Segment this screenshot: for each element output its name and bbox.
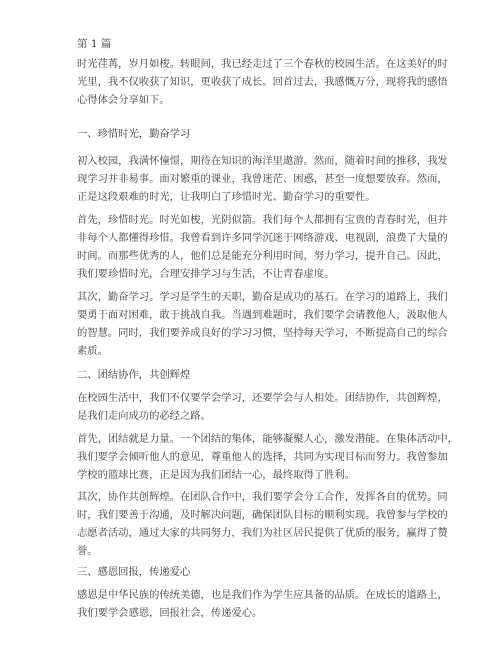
text-line: 学校的篮球比赛，正是因为我们团结一心，最终取得了胜利。	[77, 469, 356, 481]
intro-paragraph	[77, 55, 448, 109]
text-line: 正是这段艰难的时光，让我明白了珍惜时光、勤奋学习的重要性。	[77, 191, 376, 203]
text-line: 非每个人都懂得珍惜。我曾看到许多同学沉迷于网络游戏、电视剧，浪费了大量的	[77, 232, 448, 244]
text-line: 时间。而那些优秀的人，他们总是能充分利用时间，努力学习，提升自己。因此，	[77, 250, 448, 262]
section-heading-3: 三、感恩回报，传递爱心	[77, 566, 191, 578]
section-heading-1: 一、珍惜时光，勤奋学习	[77, 128, 191, 140]
text-line: 心得体会分享如下。	[77, 94, 170, 106]
text-line: 我们要学会感恩，回报社会，传递爱心。	[77, 607, 263, 619]
text-line: 是我们走向成功的必经之路。	[77, 410, 211, 422]
section1-paragraph-1	[77, 152, 448, 206]
text-line: 志愿者活动，通过大家的共同努力，我们为社区居民提供了优质的服务，赢得了赞	[77, 527, 448, 539]
text-line: 初入校园，我满怀憧憬，期待在知识的海洋里遨游。然而，随着时间的推移，我发	[77, 155, 448, 167]
text-line: 首先，团结就是力量。一个团结的集体，能够凝聚人心，激发潜能。在集体活动中，	[77, 433, 458, 445]
text-line: 我们要珍惜时光，合理安排学习与生活，不让青春虚度。	[77, 268, 335, 280]
text-line: 素质。	[77, 345, 108, 357]
section2-paragraph-3	[77, 488, 448, 560]
section2-paragraph-2	[77, 430, 458, 484]
text-line: 时光荏苒，岁月如梭。转眼间，我已经走过了三个春秋的校园生活。在这美好的时	[77, 58, 448, 70]
text-line: 其次，协作共创辉煌。在团队合作中，我们要学会分工合作，发挥各自的优势。同	[77, 491, 448, 503]
text-line: 其次，勤奋学习。学习是学生的天职，勤奋是成功的基石。在学习的道路上，我们	[77, 291, 448, 303]
page-label: 第 1 篇	[77, 38, 112, 50]
section1-paragraph-2	[77, 211, 448, 283]
section2-paragraph-1	[77, 389, 448, 425]
text-line: 现学习并非易事。面对繁重的课业，我曾迷茫、困惑，甚至一度想要放弃。然而，	[77, 173, 448, 185]
text-line: 要勇于面对困难，敢于挑战自我。当遇到难题时，我们要学会请教他人，汲取他人	[77, 309, 448, 321]
text-line: 时，我们要善于沟通，及时解决问题，确保团队目标的顺利实现。我曾参与学校的	[77, 509, 448, 521]
section-heading-2: 二、团结协作，共创辉煌	[77, 369, 191, 381]
section3-paragraph-1	[77, 586, 448, 622]
text-line: 的智慧。同时，我们要养成良好的学习习惯，坚持每天学习，不断提高自己的综合	[77, 327, 448, 339]
text-line: 首先，珍惜时光。时光如梭，光阴似箭。我们每个人都拥有宝贵的青春时光，但并	[77, 214, 448, 226]
text-line: 光里，我不仅收获了知识，更收获了成长。回首过去，我感慨万分，现将我的感悟	[77, 76, 448, 88]
text-line: 我们要学会倾听他人的意见，尊重他人的选择，共同为实现目标而努力。我曾参加	[77, 451, 448, 463]
text-line: 感恩是中华民族的传统美德，也是我们作为学生应具备的品质。在成长的道路上，	[77, 589, 448, 601]
section1-paragraph-3	[77, 288, 448, 360]
text-line: 在校园生活中，我们不仅要学会学习，还要学会与人相处。团结协作，共创辉煌，	[77, 392, 448, 404]
text-line: 誉。	[77, 545, 98, 557]
